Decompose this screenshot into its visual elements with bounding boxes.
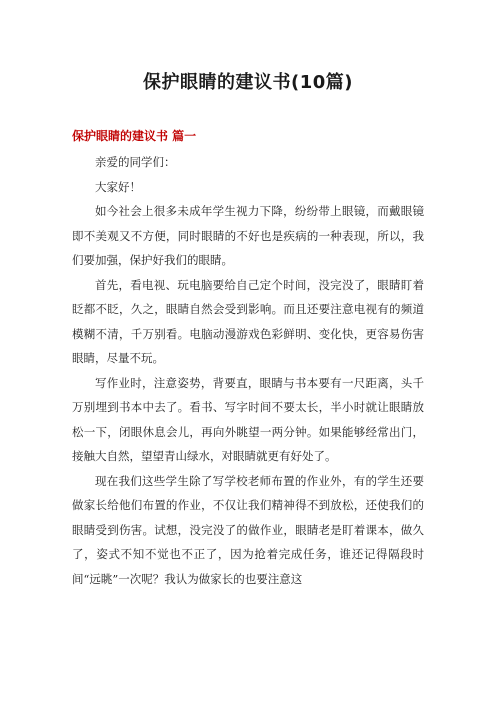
paragraph-extra-homework: 现在我们这些学生除了写学校老师布置的作业外，有的学生还要做家长给他们布置的作业，不仅让我们精神得不到放松，还使我们的眼睛受到伤害。试想，没完没了的做作业，眼睛老是盯着课本，做久了，姿式不知不觉也不正了，因为抢着完成任务，谁还记得隔段时间“远眺”一次呢？我认为做家长的也要注意这: [72, 473, 424, 586]
paragraph-greeting: 亲爱的同学们：: [95, 155, 176, 169]
paragraph-homework-posture: 写作业时，注意姿势，背要直，眼睛与书本要有一尺距离，头千万别埋到书本中去了。看书、写字时间不要太长，半小时就让眼睛放松一下，闭眼休息会儿，再向外眺望一两分钟。如果能够经常出门，接触大自然，望望青山绿水，对眼睛就更有好处了。: [72, 375, 424, 463]
paragraph-tv-computer: 首先，看电视、玩电脑要给自己定个时间，没完没了，眼睛盯着眨都不眨，久之，眼睛自然会受到影响。而且还要注意电视有的频道模糊不清，千万别看。电脑动漫游戏色彩鲜明、变化快，更容易伤害眼睛，尽量不玩。: [72, 277, 424, 365]
document-title: 保护眼睛的建议书(10篇): [142, 72, 353, 93]
paragraph-intro: 如今社会上很多未成年学生视力下降，纷纷带上眼镜，而戴眼镜即不美观又不方便，同时眼睛的不好也是疾病的一种表现，所以，我们要加强，保护好我们的眼睛。: [72, 204, 424, 267]
section-heading: 保护眼睛的建议书 篇一: [72, 129, 197, 143]
body-text: [72, 150, 424, 591]
paragraph-hello: 大家好！: [95, 179, 141, 194]
